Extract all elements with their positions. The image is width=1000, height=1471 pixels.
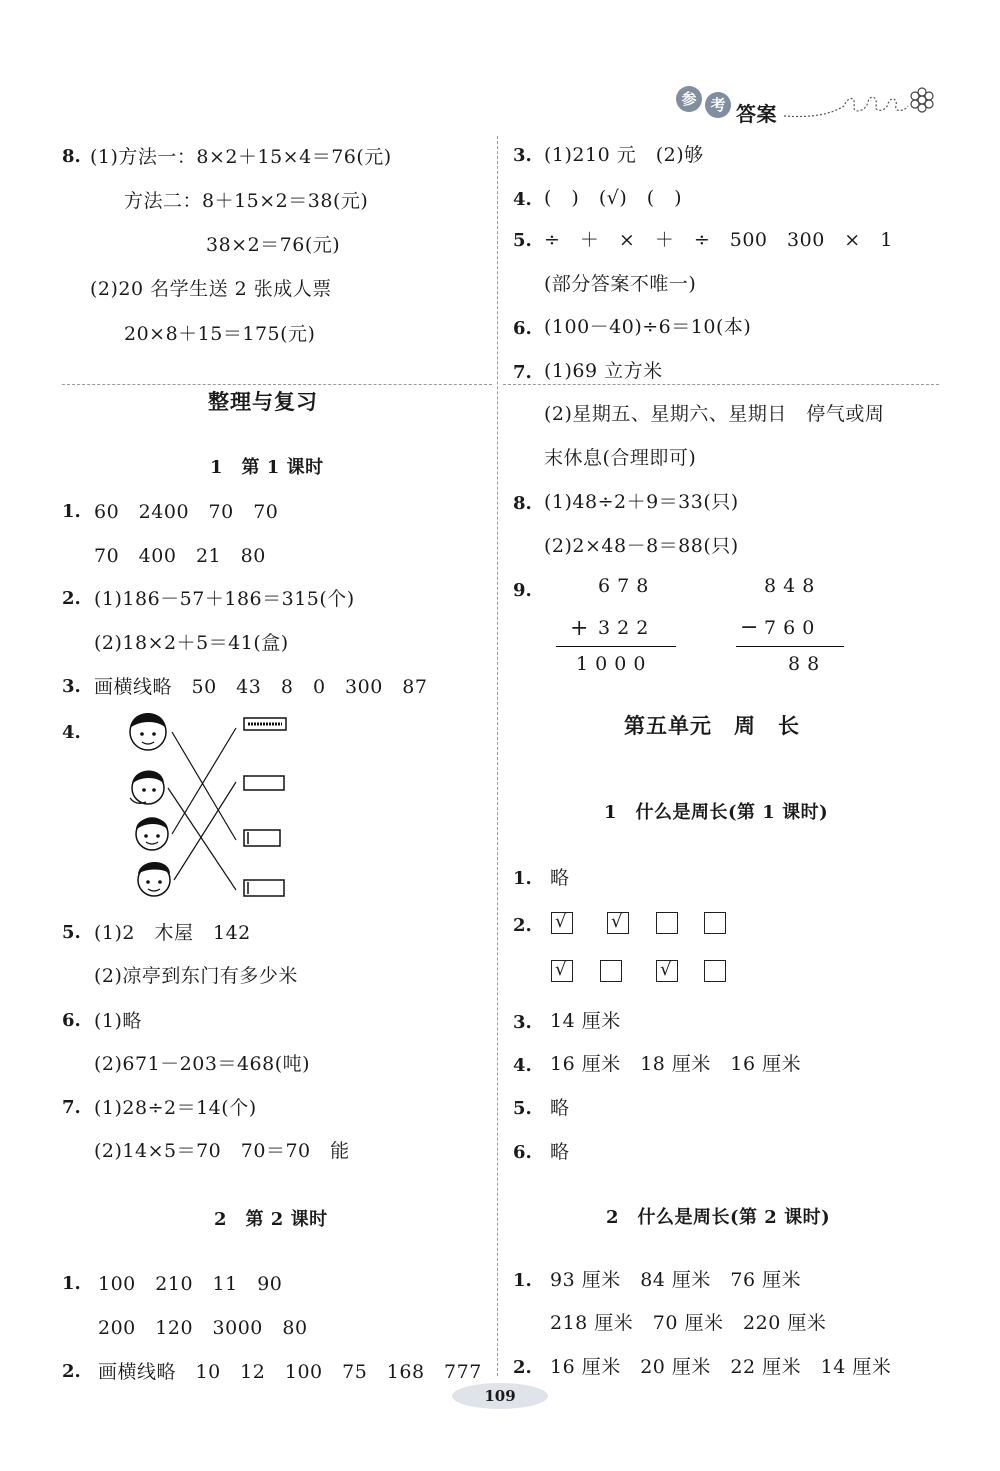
answer-line: 70 400 21 80 [94, 545, 266, 567]
question-number: 6. [513, 1142, 532, 1163]
matching-figure [124, 704, 294, 904]
answer-line: (2)星期五、星期六、星期日 停气或周 [544, 403, 885, 425]
right-section-divider [503, 384, 939, 385]
calc-top: 8 4 8 [764, 575, 815, 597]
question-number: 4. [513, 1055, 532, 1076]
view-rectangle-icon [244, 880, 284, 896]
lesson-title: 2 什么是周长(第 2 课时) [606, 1207, 831, 1228]
calc-operator: − [740, 615, 759, 640]
page-number: 109 [452, 1383, 548, 1409]
answer-line: 200 120 3000 80 [98, 1317, 308, 1339]
question-number: 8. [513, 493, 532, 514]
boy-face-icon [130, 713, 166, 750]
answer-line: 14 厘米 [550, 1010, 621, 1032]
header-badge-2: 考 [705, 92, 731, 118]
question-number: 1. [62, 1273, 81, 1294]
answer-line: (2)2×48－8＝88(只) [544, 535, 739, 557]
answer-line: 93 厘米 84 厘米 76 厘米 [550, 1269, 802, 1291]
answer-line: ÷ ＋ × ＋ ÷ 500 300 × 1 [544, 229, 893, 251]
answer-checkbox [704, 912, 726, 934]
answer-checkbox [600, 960, 622, 982]
view-rectangle-icon [244, 776, 284, 790]
answer-line: 38×2＝76(元) [206, 234, 341, 256]
boy-face-icon [130, 771, 164, 805]
lesson-title: 1 什么是周长(第 1 课时) [604, 802, 829, 823]
answer-line: 218 厘米 70 厘米 220 厘米 [550, 1312, 827, 1334]
question-number: 7. [62, 1097, 81, 1118]
answer-line: 100 210 11 90 [98, 1273, 283, 1295]
answer-line: 略 [550, 867, 570, 889]
answer-line: (2)凉亭到东门有多少米 [94, 965, 298, 987]
calc-line [556, 646, 676, 647]
question-number: 9. [513, 580, 532, 601]
question-number: 1. [62, 501, 81, 522]
question-number: 2. [62, 588, 81, 609]
calc-line [736, 646, 844, 647]
answer-line: (部分答案不唯一) [544, 273, 697, 295]
answer-checkbox [704, 960, 726, 982]
answer-line: 方法二：8＋15×2＝38(元) [124, 190, 369, 212]
calc-top: 6 7 8 [598, 575, 649, 597]
header-badge-1: 参 [676, 86, 702, 112]
question-number: 8. [62, 146, 81, 167]
answer-checkbox: √ [551, 960, 573, 982]
calc-result: 1 0 0 0 [576, 653, 646, 675]
question-number: 2. [513, 915, 532, 936]
answer-checkbox: √ [551, 912, 573, 934]
answer-line: 画横线略 10 12 100 75 168 777 [98, 1361, 482, 1383]
view-rectangle-icon [244, 718, 286, 730]
answer-line: 略 [550, 1097, 570, 1119]
question-number: 5. [62, 922, 81, 943]
question-number: 2. [62, 1361, 81, 1382]
answer-line: (2)20 名学生送 2 张成人票 [90, 278, 332, 300]
answer-line: 16 厘米 18 厘米 16 厘米 [550, 1053, 802, 1075]
answer-line: 60 2400 70 70 [94, 501, 279, 523]
answer-line: (1)186－57＋186＝315(个) [94, 588, 355, 610]
answer-line: (1)210 元 (2)够 [544, 144, 704, 166]
answer-line: ( ) (√) ( ) [544, 187, 683, 209]
answer-line: (1)69 立方米 [544, 360, 663, 382]
lesson-title: 2 第 2 课时 [214, 1209, 328, 1230]
boy-face-icon [136, 818, 168, 850]
calc-mid: 7 6 0 [764, 617, 815, 639]
answer-line: (2)671－203＝468(吨) [94, 1053, 311, 1075]
answer-line: (1)48÷2＋9＝33(只) [544, 491, 739, 513]
calc-mid: 3 2 2 [598, 617, 649, 639]
question-number: 4. [513, 189, 532, 210]
question-number: 2. [513, 1357, 532, 1378]
question-number: 7. [513, 362, 532, 383]
answer-line: 16 厘米 20 厘米 22 厘米 14 厘米 [550, 1356, 892, 1378]
answer-line: 画横线略 50 43 8 0 300 87 [94, 676, 428, 698]
answer-line: (1)2 木屋 142 [94, 922, 251, 944]
calc-operator: + [570, 616, 589, 641]
question-number: 5. [513, 230, 532, 251]
left-section-divider [62, 384, 492, 385]
section-title: 整理与复习 [208, 389, 318, 414]
column-divider [497, 136, 498, 1376]
header-title: 答案 [736, 102, 777, 126]
header-decoration-flower-icon [782, 86, 942, 126]
answer-line: (2)14×5＝70 70＝70 能 [94, 1140, 350, 1162]
view-rectangle-icon [244, 830, 280, 846]
question-number: 6. [513, 318, 532, 339]
question-number: 3. [513, 145, 532, 166]
unit-title: 第五单元 周 长 [624, 713, 800, 738]
boy-face-icon [138, 862, 170, 896]
answer-line: 末休息(合理即可) [544, 447, 697, 469]
question-number: 6. [62, 1010, 81, 1031]
question-number: 1. [513, 1270, 532, 1291]
calc-result: 8 8 [788, 653, 820, 675]
answer-line: (100－40)÷6＝10(本) [544, 316, 752, 338]
question-number: 1. [513, 868, 532, 889]
question-number: 5. [513, 1098, 532, 1119]
question-number: 4. [62, 722, 81, 743]
answer-line: (1)28÷2＝14(个) [94, 1097, 257, 1119]
answer-checkbox [656, 912, 678, 934]
lesson-title: 1 第 1 课时 [210, 457, 324, 478]
answer-checkbox: √ [656, 960, 678, 982]
answer-line: (1)方法一：8×2＋15×4＝76(元) [90, 146, 392, 168]
question-number: 3. [513, 1012, 532, 1033]
answer-line: (1)略 [94, 1010, 142, 1032]
answer-line: 略 [550, 1141, 570, 1163]
answer-checkbox: √ [607, 912, 629, 934]
question-number: 3. [62, 676, 81, 697]
answer-line: 20×8＋15＝175(元) [124, 323, 316, 345]
answer-line: (2)18×2＋5＝41(盒) [94, 632, 289, 654]
